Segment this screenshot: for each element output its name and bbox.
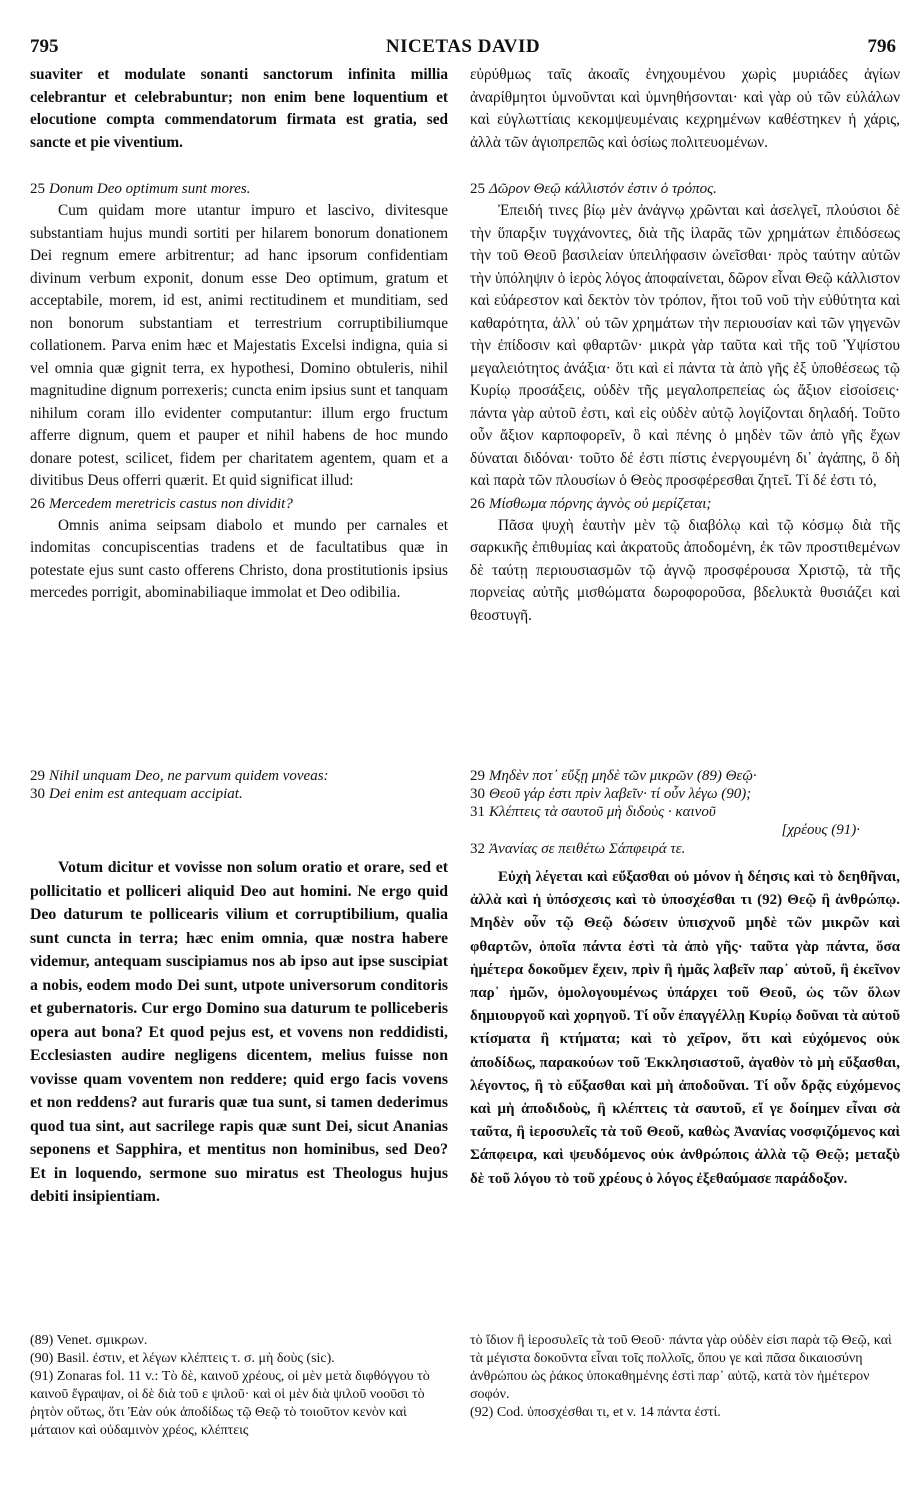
greek-paragraph-3: Πᾶσα ψυχὴ ἑαυτὴν μὲν τῷ διαβόλῳ καὶ τῷ κόσμῳ διὰ τῆς σαρκικῆς ἐπιθυμίας καὶ ἀκρατοῦς ἀποδομένη, ἐκ τῶν προστιθεμένων δὲ ταύτῃ περιουσιασμῶν τῷ ἁγνῷ προσφέρουσα Χριστῷ, τὰ τῆς πορνείας αὐτῆς μισθώματα δωροφοροῦσα, βδελυκτὰ θυσιάζει καὶ θεοστυγῆ. bbox=[470, 516, 900, 624]
footnotes-right bbox=[470, 1332, 900, 1422]
latin-block-2 bbox=[30, 178, 448, 605]
verse-text: Mercedem meretricis castus non dividit? bbox=[49, 495, 293, 512]
footnote-90: (90) Basil. ἐστιν, et λέγων κλέπτεις τ. σ. μὴ δοὺς (sic). bbox=[30, 1351, 335, 1366]
verse-text: Κλέπτεις τὰ σαυτοῦ μὴ διδοὺς · καινοῦ bbox=[489, 804, 716, 820]
greek-verse-30 bbox=[470, 785, 900, 803]
verse-text: Μηδὲν ποτ᾽ εὔξῃ μηδὲ τῶν μικρῶν (89) Θεῷ· bbox=[489, 768, 757, 784]
verse-number: 26 bbox=[30, 495, 45, 512]
latin-paragraph-4: Votum dicitur et vovisse non solum oratio et orare, sed et pollicitatio et polliceri aliquid Deo aut homini. Ne ergo quid Deo daturum te pollicearis vilium et corruptibilium, qualia sunt cuncta in terra; hæc enim omnia, quæ nostra habere videmur, antequam suscipiamus nos ab ipso aut ipse suscipiat a nobis, eodem modo Dei sunt, utpote universorum conditoris et gubernatoris. Cur ergo Domino sua daturum te polliceberis opera aut bona? Et quod pejus est, et vovens non reddidisti, Ecclesiasten audire negligens dicentem, melius fuisse non vovisse quam voventem non reddere; quid ergo facis vovens et non reddens? aut furaris quæ tua sunt, si tamen dederimus quod tua sint, aut sacrilege rapis quæ sunt Dei, sicut Ananias seponens et Sapphira, et mentitus non hominibus, sed Deo? Et in loquendo, sermone suo miratus est Theologus hujus debiti insipientiam. bbox=[30, 859, 448, 1205]
running-title: NICETAS DAVID bbox=[385, 36, 541, 57]
verse-text: Θεοῦ γάρ ἐστι πρὶν λαβεῖν· τί οὖν λέγω (90); bbox=[489, 786, 752, 802]
latin-verse-30 bbox=[30, 785, 448, 803]
verse-number: 30 bbox=[470, 786, 485, 802]
greek-paragraph-4: Εὐχὴ λέγεται καὶ εὔξασθαι οὐ μόνον ἡ δέησις καὶ τὸ δεηθῆναι, ἀλλὰ καὶ ἡ ὑπόσχεσις καὶ τὸ ὑποσχέσθαι τι (92) Θεῷ ἢ ἀνθρώπῳ. Μηδὲν οὖν τῷ Θεῷ δώσειν ὑπισχνοῦ μηδὲ τῶν μικρῶν καὶ φθαρτῶν, ὁποῖα πάντα ἐστὶ τὰ ἀπὸ γῆς· ταῦτα γὰρ πάντα, ὅσα ἡμέτερα δοκοῦμεν ἔχειν, πρὶν ἢ ἡμᾶς λαβεῖν παρ᾽ αὐτοῦ, ἢ ἐκεῖνον παρ᾽ ἡμῶν, ὁμολογουμένως ὑπάρχει τοῦ Θεοῦ, ὡς τῶν ὅλων δημιουργοῦ καὶ χορηγοῦ. Τί οὖν ἐπαγγέλλῃ Κυρίῳ δοῦναι τὰ αὐτοῦ κτίσματα ἢ κτήματα; καὶ τὸ χεῖρον, ὅτι καὶ εὐχόμενος οὐκ ἀποδίδως, παρακούων τοῦ Ἐκκλησιαστοῦ, ἀγαθὸν τὸ μὴ εὔξασθαι, λέγοντος, ἢ τὸ εὔξασθαι καὶ μὴ ἀποδοῦναι. Τί οὖν δρᾷς εὐχόμενος καὶ μὴ ἀποδιδοὺς, ἢ κλέπτεις τὰ σαυτοῦ, εἴ γε δοίημεν εἶναι σὰ ταῦτα, ἢ ἱεροσυλεῖς τὰ τοῦ Θεοῦ, καθὼς Ἀνανίας νοσφιζόμενος καὶ Σάπφειρα, καὶ ψευδόμενος οὐκ ἀνθρώποις ἀλλὰ τῷ Θεῷ; μεταξὺ δὲ τοῦ λόγου τὸ τοῦ χρέους ὁ λόγος ἐξεθαύμασε παράδοξον. bbox=[470, 869, 900, 1187]
latin-paragraph-1: suaviter et modulate sonanti sanctorum infinita millia celebrantur et celebrabuntur; non enim bene loquentium et elocutione compta commendatorum firmata est gratia, sed sancte et pie viventium. bbox=[30, 66, 448, 151]
verse-number: 29 bbox=[30, 768, 45, 784]
greek-verse-31 bbox=[470, 803, 900, 821]
footnote-89: (89) Venet. σμικρων. bbox=[30, 1333, 148, 1348]
greek-block-2 bbox=[470, 178, 900, 627]
verse-number: 29 bbox=[470, 768, 485, 784]
verse-number: 30 bbox=[30, 786, 45, 802]
greek-block-1 bbox=[470, 64, 900, 154]
greek-verse-26 bbox=[470, 493, 900, 515]
greek-verse-29 bbox=[470, 767, 900, 785]
latin-block-1 bbox=[30, 64, 448, 154]
footnote-92: (92) Cod. ὑποσχέσθαι τι, et v. 14 πάντα ἐστί. bbox=[470, 1405, 721, 1420]
verse-text: Dei enim est antequam accipiat. bbox=[49, 786, 243, 802]
greek-paragraph-2: Ἐπειδή τινες βίῳ μὲν ἀνάγνῳ χρῶνται καὶ ἀσελγεῖ, πλούσιοι δὲ τὴν ὕπαρξιν τυγχάνοντες, διὰ τῆς ἱλαρᾶς τῶν χρημάτων ἐπιδόσεως τὴν τοῦ Θεοῦ βασιλείαν ὑπειλήφασιν ὠνεῖσθαι· πρὸς ταύτην αὐτῶν τὴν ὑπόληψιν ὁ ἱερὸς λόγος ἀποφαίνεται, δῶρον εἶναι Θεῷ κάλλιστον καὶ εὐάρεστον καὶ δεκτὸν τὸν τρόπον, ἤτοι τοῦ νοῦ τὴν εὐθύτητα καὶ καθαρότητα, ἀλλ᾽ οὐ τῶν χρημάτων τὴν περιουσίαν καὶ τῶν γηγενῶν τὴν ἐπίδοσιν καὶ φθαρτῶν· μικρὰ γὰρ ταῦτα καὶ τῆς τοῦ Ὑψίστου μεγαλειότητος ἀνάξια· ὅτι καὶ εἰ πάντα τὰ ἀπὸ γῆς ἐξ ὑποθέσεως τῷ Κυρίῳ προσάξεις, οὐδὲν τῆς μεγαλοπρεπείας ὡς ἄξιον εἰσοίσεις· πάντα γὰρ αὐτοῦ ἐστι, καὶ εἰς οὐδὲν αὐτῷ λογίζονται δηλαδή. Τοῦτο οὖν ἄξιον καρποφορεῖν, ὃ καὶ πένης ὁ μηδὲν τῶν ἀπὸ γῆς ἔχων δύναται διδόναι· τοῦτο δέ ἐστι πίστις ἐνεργουμένη δι᾽ ἀγάπης, ὃ δὴ καὶ παρὰ τῶν πλουσίων ὁ Θεὸς προσφέρεσθαι ζητεῖ. Τί δέ ἐστι τό, bbox=[470, 202, 900, 489]
page-number-right: 796 bbox=[867, 36, 896, 57]
verse-number: 25 bbox=[470, 181, 485, 197]
latin-paragraph-3: Omnis anima seipsam diabolo et mundo per carnales et indomitas concupiscentias tradens et de facultatibus quæ in potestate ejus sunt casto offerens Christo, dona prostitutionis ipsius mercedes porrigit, abominabiliaque immolat et Deo odibilia. bbox=[30, 516, 448, 601]
page-number-left: 795 bbox=[30, 36, 59, 57]
verse-number: 31 bbox=[470, 804, 485, 820]
verse-number: 32 bbox=[470, 841, 485, 857]
latin-block-3 bbox=[30, 767, 448, 803]
verse-text: Donum Deo optimum sunt mores. bbox=[49, 181, 251, 197]
verse-number: 25 bbox=[30, 181, 45, 197]
verse-number: 26 bbox=[470, 495, 485, 512]
greek-paragraph-1: εὐρύθμως ταῖς ἀκοαῖς ἐνηχουμένου χωρὶς μυριάδες ἁγίων ἀναρίθμητοι ὑμνοῦνται καὶ ὑμνηθήσονται· καὶ γὰρ οὐ τῶν εὐλάλων καὶ εὐγλωττίαις κεκομψευμέναις κεχρημένων καθέστηκεν ἡ χάρις, ἀλλὰ τῶν ἁγιοπρεπῶς καὶ ὁσίως πολιτευομένων. bbox=[470, 66, 900, 151]
latin-paragraph-2: Cum quidam more utantur impuro et lascivo, divitesque substantiam hujus mundi sortiti per hilarem bonorum donationem Dei regnum emere arbitrentur; ad hanc ipsorum confidentiam divinum verbum exponit, donum esse Deo optimum, gratum et acceptabile, morem, id est, animi rectitudinem et munditiam, sed non bonorum substantiam et terrestrium corruptibiliumque collationem. Parva enim hæc et Majestatis Excelsi indigna, quia si vel omnia quæ gignit terra, ex hypothesi, Domino obtuleris, nihil magnitudine dignum porrexeris; cuncta enim ipsius sunt et tanquam nihilum coram illo evidenter computantur: illum ergo fructum afferre dignum, quem et pauper et nihil habens de hoc mundo donare potest, scilicet, fidem per charitatem agentem, quam et a divitibus Deus offerri quærit. Et quid significat illud: bbox=[30, 202, 448, 489]
greek-verse-31-continuation: [χρέους (91)· bbox=[781, 822, 860, 838]
verse-text: Nihil unquam Deo, ne parvum quidem voveas: bbox=[49, 768, 329, 784]
running-header bbox=[30, 36, 896, 62]
greek-block-4 bbox=[470, 866, 900, 1191]
greek-block-3 bbox=[470, 767, 900, 859]
footnote-91-continuation: τὸ ἴδιον ἢ ἱεροσυλεῖς τὰ τοῦ Θεοῦ· πάντα γὰρ οὐδὲν εἰσι παρὰ τῷ Θεῷ, καὶ τὰ μέγιστα δοκοῦντα εἶναι τοῖς πολλοῖς, ὅπου γε καὶ πᾶσα δικαιοσύνη ἀνθρώπου ὡς ῥάκος ὑποκαθημένης ἐστὶ παρ᾽ αὐτῷ, κατὰ τὸν ἡμέτερον σοφόν. bbox=[470, 1333, 892, 1402]
verse-text: Μίσθωμα πόρνης ἁγνὸς οὐ μερίζεται; bbox=[489, 495, 712, 512]
latin-verse-25 bbox=[30, 178, 448, 200]
latin-verse-29 bbox=[30, 767, 448, 785]
greek-verse-25 bbox=[470, 178, 900, 200]
footnotes-left bbox=[30, 1332, 448, 1440]
latin-block-4 bbox=[30, 856, 448, 1209]
latin-verse-26 bbox=[30, 493, 448, 515]
verse-text: Δῶρον Θεῷ κάλλιστόν ἐστιν ὁ τρόπος. bbox=[489, 181, 717, 197]
verse-text: Ἀνανίας σε πειθέτω Σάπφειρά τε. bbox=[489, 841, 686, 857]
footnote-91: (91) Zonaras fol. 11 v.: Τὸ δὲ, καινοῦ χρέους, οἱ μὲν μετὰ διφθόγγου τὸ καινοῦ ἔγραψαν, οἱ δὲ διὰ τοῦ ε ψιλοῦ· καὶ οἱ μὲν διὰ ψιλοῦ νοοῦσι τὸ ῥητὸν οὕτως, ὅτι Ἐὰν οὐκ ἀποδίδως τῷ Θεῷ τὸ τοιοῦτον κενὸν καὶ μάταιον καὶ οὐδαμινὸν χρέος, κλέπτεις bbox=[30, 1369, 430, 1438]
greek-verse-32 bbox=[470, 839, 900, 859]
